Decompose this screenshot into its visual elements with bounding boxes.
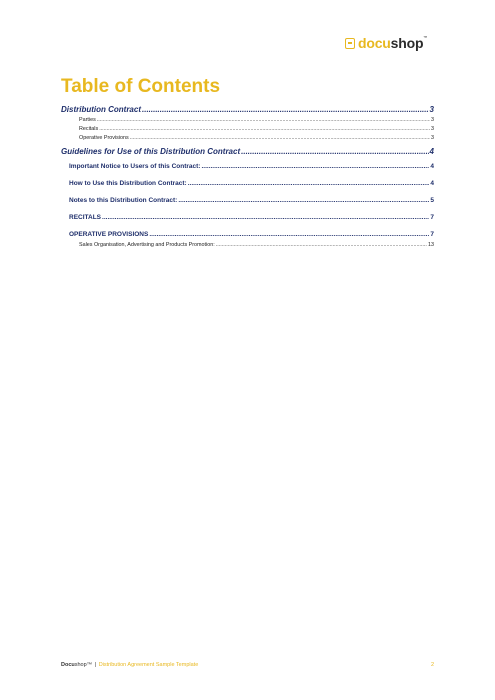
toc-entry-recitals[interactable]: Recitals ..... 3 [61, 125, 434, 134]
toc-entry-operative-provisions-section[interactable]: OPERATIVE PROVISIONS ..... 7 [61, 228, 434, 241]
docushop-logo [345, 34, 427, 52]
page-number: 2 [430, 662, 434, 668]
page-title: Table of Contents [61, 76, 221, 97]
toc-entry-operative-provisions[interactable]: Operative Provisions ..... 3 [61, 134, 434, 143]
table-of-contents [61, 104, 434, 250]
document-icon [345, 38, 355, 49]
toc-entry-recitals-section[interactable]: RECITALS ..... 7 [61, 211, 434, 224]
toc-entry-how-to-use[interactable]: How to Use this Distribution Contract: ..... 4 [61, 177, 434, 190]
toc-entry-sales-organisation[interactable]: Sales Organisation, Advertising and Products Promotion: ..... 13 [61, 241, 434, 250]
toc-entry-notes[interactable]: Notes to this Distribution Contract: ..... 5 [61, 194, 434, 207]
toc-entry-important-notice[interactable]: Important Notice to Users of this Contract: ..... 4 [61, 160, 434, 173]
logo-wordmark: docushop™ [358, 35, 428, 51]
toc-entry-guidelines[interactable]: Guidelines for Use of this Distribution Contract ..... 4 [61, 146, 434, 158]
toc-entry-parties[interactable]: Parties ..... 3 [61, 116, 434, 125]
toc-entry-distribution-contract[interactable]: Distribution Contract ..... 3 [61, 104, 434, 116]
footer-left: Docushop™ | Distribution Agreement Sample Template [61, 662, 199, 668]
page-footer [61, 662, 434, 668]
